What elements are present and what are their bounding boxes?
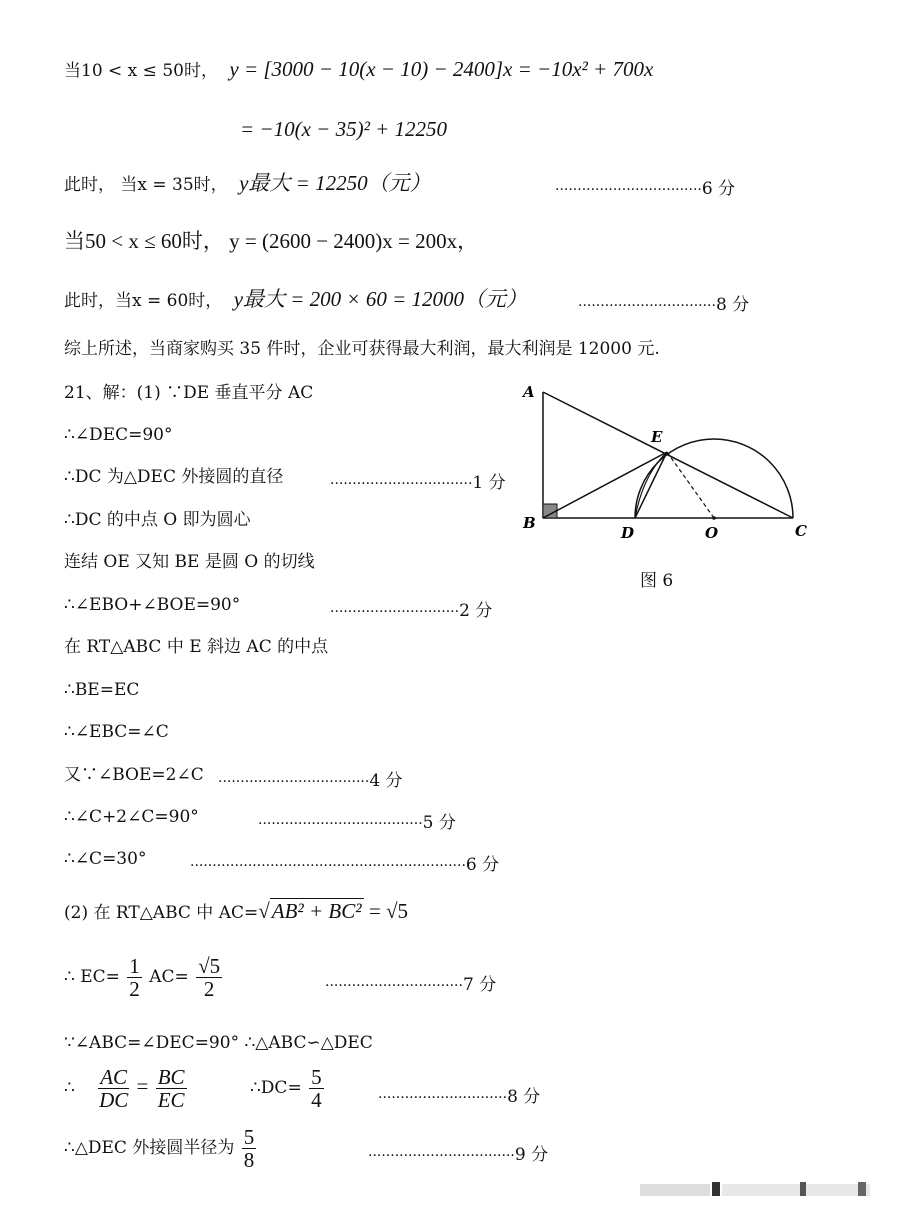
line-1-condition: 当10 < x ≤ 50时， [64,61,218,81]
line-4-text: 当50 < x ≤ 60时， y = (2600 − 2400)x = 200x， [64,229,479,253]
p2-line-1: (2) 在 RT△ABC 中 AC=√AB² + BC² = √5 [64,899,409,923]
figure-caption: 图 6 [640,571,674,591]
q21-line-5: 连结 OE 又知 BE 是圆 O 的切线 [64,552,315,572]
line-5 [64,288,527,312]
score-8-b: ·····························8 分 [378,1087,541,1107]
line-2 [240,118,447,142]
label-A: A [523,383,535,401]
p2-line-4: ∴ $\frac{AC}{DC}$ = $\frac{BC}{EC}$ ∴DC= $\frac{5}{4}$ [64,1065,322,1112]
q21-line-6: ∴∠EBO+∠BOE=90° [64,595,241,615]
score-8-a: ·······························8 分 [578,295,750,315]
label-B: B [523,514,536,532]
q21-line-11: ∴∠C+2∠C=90° [64,807,199,827]
score-6-a: ·································6 分 [555,179,736,199]
p2-line-3: ∵∠ABC=∠DEC=90° ∴△ABC∽△DEC [64,1033,373,1053]
q21-line-9: ∴∠EBC=∠C [64,722,169,742]
q21-line-12: ∴∠C=30° [64,849,147,869]
q21-line-7: 在 RT△ABC 中 E 斜边 AC 的中点 [64,637,329,657]
p2-line-5: ∴△DEC 外接圆半径为 $\frac{5}{8}$ [64,1125,255,1172]
q21-line-4: ∴DC 的中点 O 即为圆心 [64,510,251,530]
q21-line-3: ∴DC 为△DEC 外接圆的直径 [64,467,284,487]
line-3 [64,172,431,196]
label-E: E [651,428,663,446]
p2-line-2: ∴ EC= $\frac{1}{2}$ AC= $\frac{√5}{2}$ [64,954,221,1001]
q21-line-10: 又∵∠BOE=2∠C [64,765,204,785]
line-6: 综上所述，当商家购买 35 件时，企业可获得最大利润，最大利润是 12000 元. [64,339,660,359]
score-6-b: ······························································6 分 [190,855,500,875]
score-9: ·································9 分 [368,1145,549,1165]
score-5: ·····································5 分 [258,813,456,833]
line-5-text: 此时，当x = 60时， [64,291,223,311]
line-1-equation: y = [3000 − 10(x − 10) − 2400]x = −10x² + 700x [229,57,654,81]
q21-line-1: 21、解：(1) ∵DE 垂直平分 AC [64,383,314,403]
line-4 [64,230,478,254]
label-O: O [705,524,719,542]
line-2-equation: = −10(x − 35)² + 12250 [240,117,448,141]
score-2: ·····························2 分 [330,601,493,621]
line-3-equation: y最大 = 12250（元） [239,171,431,195]
sqrt-expression: AB² + BC² [271,899,362,923]
score-1: ································1 分 [330,473,506,493]
score-7: ·······························7 分 [325,975,497,995]
label-D: D [621,524,635,542]
q21-line-2: ∴∠DEC=90° [64,425,173,445]
line-5-equation: y最大 = 200 × 60 = 12000（元） [233,287,528,311]
label-C: C [795,522,807,540]
line-3-text: 此时， 当x = 35时， [64,175,228,195]
q21-line-8: ∴BE=EC [64,680,140,700]
geometry-figure [515,380,815,560]
score-4: ··································4 分 [218,771,403,791]
watermark-bar [640,1180,870,1198]
line-1 [64,58,653,82]
